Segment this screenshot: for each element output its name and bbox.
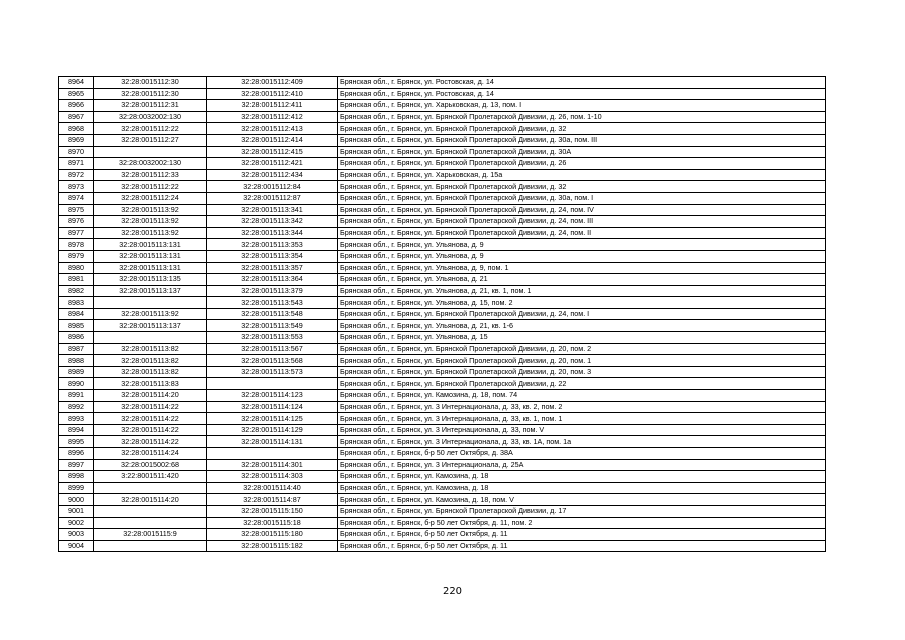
old-cadastral-number-cell: 32:28:0032002:130 [94, 111, 207, 123]
row-number-cell: 8991 [59, 390, 94, 402]
row-number-cell: 8967 [59, 111, 94, 123]
new-cadastral-number-cell: 32:28:0015115:180 [207, 529, 338, 541]
row-number-cell: 8970 [59, 146, 94, 158]
address-cell: Брянская обл., г. Брянск, ул. Харьковская, д. 13, пом. I [338, 100, 826, 112]
address-cell: Брянская обл., г. Брянск, ул. Брянской Пролетарской Дивизии, д. 24, пом. IV [338, 204, 826, 216]
new-cadastral-number-cell: 32:28:0015112:421 [207, 158, 338, 170]
old-cadastral-number-cell: 32:28:0015002:68 [94, 459, 207, 471]
address-cell: Брянская обл., г. Брянск, ул. 3 Интернационала, д. 33, пом. V [338, 424, 826, 436]
table-row [59, 285, 826, 297]
address-cell: Брянская обл., г. Брянск, б-р 50 лет Октября, д. 38А [338, 448, 826, 460]
address-cell: Брянская обл., г. Брянск, ул. Брянской Пролетарской Дивизии, д. 30а, пом. III [338, 134, 826, 146]
row-number-cell: 9000 [59, 494, 94, 506]
old-cadastral-number-cell [94, 540, 207, 552]
old-cadastral-number-cell: 32:28:0015113:82 [94, 366, 207, 378]
table-row [59, 274, 826, 286]
address-cell: Брянская обл., г. Брянск, ул. Ульянова, д. 15, пом. 2 [338, 297, 826, 309]
table-row [59, 308, 826, 320]
new-cadastral-number-cell: 32:28:0015114:131 [207, 436, 338, 448]
address-cell: Брянская обл., г. Брянск, ул. Брянской Пролетарской Дивизии, д. 24, пом. II [338, 227, 826, 239]
old-cadastral-number-cell: 32:28:0015113:83 [94, 378, 207, 390]
row-number-cell: 8969 [59, 134, 94, 146]
old-cadastral-number-cell: 32:28:0015114:20 [94, 494, 207, 506]
new-cadastral-number-cell: 32:28:0015112:415 [207, 146, 338, 158]
new-cadastral-number-cell: 32:28:0015114:40 [207, 482, 338, 494]
table-row [59, 505, 826, 517]
address-cell: Брянская обл., г. Брянск, ул. Брянской Пролетарской Дивизии, д. 22 [338, 378, 826, 390]
old-cadastral-number-cell: 32:28:0015114:22 [94, 401, 207, 413]
address-cell: Брянская обл., г. Брянск, ул. Ульянова, д. 9 [338, 250, 826, 262]
new-cadastral-number-cell: 32:28:0015113:567 [207, 343, 338, 355]
old-cadastral-number-cell: 32:28:0015115:9 [94, 529, 207, 541]
row-number-cell: 8983 [59, 297, 94, 309]
table-row [59, 401, 826, 413]
table-row [59, 100, 826, 112]
address-cell: Брянская обл., г. Брянск, ул. Брянской Пролетарской Дивизии, д. 26, пом. 1-10 [338, 111, 826, 123]
row-number-cell: 8997 [59, 459, 94, 471]
address-cell: Брянская обл., г. Брянск, ул. 3 Интернационала, д. 33, кв. 2, пом. 2 [338, 401, 826, 413]
old-cadastral-number-cell: 32:28:0015113:137 [94, 320, 207, 332]
new-cadastral-number-cell: 32:28:0015112:84 [207, 181, 338, 193]
old-cadastral-number-cell [94, 332, 207, 344]
new-cadastral-number-cell: 32:28:0015113:543 [207, 297, 338, 309]
old-cadastral-number-cell: 32:28:0015112:30 [94, 77, 207, 89]
old-cadastral-number-cell: 32:28:0015114:24 [94, 448, 207, 460]
row-number-cell: 8989 [59, 366, 94, 378]
new-cadastral-number-cell: 32:28:0015113:364 [207, 274, 338, 286]
address-cell: Брянская обл., г. Брянск, ул. Камозина, д. 18, пом. V [338, 494, 826, 506]
row-number-cell: 8975 [59, 204, 94, 216]
address-cell: Брянская обл., г. Брянск, ул. Ульянова, д. 9 [338, 239, 826, 251]
new-cadastral-number-cell: 32:28:0015113:549 [207, 320, 338, 332]
old-cadastral-number-cell: 32:28:0015113:92 [94, 227, 207, 239]
table-row [59, 540, 826, 552]
new-cadastral-number-cell: 32:28:0015114:129 [207, 424, 338, 436]
new-cadastral-number-cell: 32:28:0015113:573 [207, 366, 338, 378]
new-cadastral-number-cell: 32:28:0015112:409 [207, 77, 338, 89]
new-cadastral-number-cell: 32:28:0015112:412 [207, 111, 338, 123]
row-number-cell: 8981 [59, 274, 94, 286]
table-row [59, 355, 826, 367]
table-row [59, 77, 826, 89]
address-cell: Брянская обл., г. Брянск, ул. Ростовская, д. 14 [338, 77, 826, 89]
address-cell: Брянская обл., г. Брянск, б-р 50 лет Октября, д. 11 [338, 529, 826, 541]
table-row [59, 471, 826, 483]
row-number-cell: 8971 [59, 158, 94, 170]
new-cadastral-number-cell: 32:28:0015114:123 [207, 390, 338, 402]
row-number-cell: 8979 [59, 250, 94, 262]
new-cadastral-number-cell: 32:28:0015113:354 [207, 250, 338, 262]
row-number-cell: 8973 [59, 181, 94, 193]
new-cadastral-number-cell: 32:28:0015114:124 [207, 401, 338, 413]
old-cadastral-number-cell: 32:28:0015113:92 [94, 308, 207, 320]
table-row [59, 494, 826, 506]
property-registry-table [58, 76, 826, 552]
new-cadastral-number-cell: 32:28:0015113:379 [207, 285, 338, 297]
table-row [59, 517, 826, 529]
old-cadastral-number-cell: 32:28:0015112:33 [94, 169, 207, 181]
new-cadastral-number-cell: 32:28:0015113:342 [207, 216, 338, 228]
row-number-cell: 8996 [59, 448, 94, 460]
old-cadastral-number-cell [94, 482, 207, 494]
old-cadastral-number-cell: 32:28:0015113:92 [94, 204, 207, 216]
row-number-cell: 8994 [59, 424, 94, 436]
new-cadastral-number-cell: 32:28:0015112:411 [207, 100, 338, 112]
table-row [59, 459, 826, 471]
page-number: 220 [442, 586, 463, 597]
new-cadastral-number-cell: 32:28:0015112:87 [207, 192, 338, 204]
table-row [59, 146, 826, 158]
old-cadastral-number-cell: 32:28:0015112:27 [94, 134, 207, 146]
new-cadastral-number-cell: 32:28:0015113:548 [207, 308, 338, 320]
address-cell: Брянская обл., г. Брянск, б-р 50 лет Октября, д. 11 [338, 540, 826, 552]
old-cadastral-number-cell: 32:28:0015112:31 [94, 100, 207, 112]
new-cadastral-number-cell: 32:28:0015113:357 [207, 262, 338, 274]
address-cell: Брянская обл., г. Брянск, ул. Ростовская, д. 14 [338, 88, 826, 100]
new-cadastral-number-cell: 32:28:0015113:341 [207, 204, 338, 216]
old-cadastral-number-cell: 32:28:0015113:131 [94, 262, 207, 274]
table-row [59, 262, 826, 274]
row-number-cell: 8984 [59, 308, 94, 320]
table-row [59, 448, 826, 460]
row-number-cell: 8972 [59, 169, 94, 181]
address-cell: Брянская обл., г. Брянск, ул. Брянской Пролетарской Дивизии, д. 30А [338, 146, 826, 158]
old-cadastral-number-cell: 32:28:0015113:131 [94, 239, 207, 251]
table-row [59, 413, 826, 425]
table-row [59, 111, 826, 123]
address-cell: Брянская обл., г. Брянск, ул. Брянской Пролетарской Дивизии, д. 20, пом. 2 [338, 343, 826, 355]
new-cadastral-number-cell: 32:28:0015114:303 [207, 471, 338, 483]
row-number-cell: 9001 [59, 505, 94, 517]
new-cadastral-number-cell: 32:28:0015114:301 [207, 459, 338, 471]
address-cell: Брянская обл., г. Брянск, ул. Ульянова, д. 21, кв. 1-6 [338, 320, 826, 332]
table-row [59, 123, 826, 135]
old-cadastral-number-cell: 32:28:0015114:22 [94, 436, 207, 448]
address-cell: Брянская обл., г. Брянск, ул. Камозина, д. 18, пом. 74 [338, 390, 826, 402]
new-cadastral-number-cell: 32:28:0015115:18 [207, 517, 338, 529]
table-row [59, 436, 826, 448]
table-row [59, 297, 826, 309]
table-row [59, 88, 826, 100]
row-number-cell: 8988 [59, 355, 94, 367]
row-number-cell: 9004 [59, 540, 94, 552]
address-cell: Брянская обл., г. Брянск, ул. Брянской Пролетарской Дивизии, д. 30а, пом. I [338, 192, 826, 204]
row-number-cell: 9003 [59, 529, 94, 541]
row-number-cell: 8966 [59, 100, 94, 112]
row-number-cell: 8976 [59, 216, 94, 228]
table-row [59, 216, 826, 228]
address-cell: Брянская обл., г. Брянск, ул. Ульянова, д. 9, пом. 1 [338, 262, 826, 274]
row-number-cell: 8964 [59, 77, 94, 89]
old-cadastral-number-cell: 32:28:0015113:137 [94, 285, 207, 297]
address-cell: Брянская обл., г. Брянск, ул. Брянской Пролетарской Дивизии, д. 32 [338, 181, 826, 193]
old-cadastral-number-cell [94, 146, 207, 158]
new-cadastral-number-cell: 32:28:0015113:353 [207, 239, 338, 251]
table-row [59, 169, 826, 181]
old-cadastral-number-cell: 32:28:0015113:92 [94, 216, 207, 228]
table-row [59, 332, 826, 344]
table-row [59, 529, 826, 541]
new-cadastral-number-cell: 32:28:0015113:553 [207, 332, 338, 344]
address-cell: Брянская обл., г. Брянск, ул. Брянской Пролетарской Дивизии, д. 20, пом. 1 [338, 355, 826, 367]
address-cell: Брянская обл., г. Брянск, ул. Ульянова, д. 21, кв. 1, пом. 1 [338, 285, 826, 297]
table-row [59, 158, 826, 170]
table-row [59, 239, 826, 251]
table-row [59, 134, 826, 146]
row-number-cell: 8998 [59, 471, 94, 483]
new-cadastral-number-cell [207, 378, 338, 390]
new-cadastral-number-cell: 32:28:0015114:87 [207, 494, 338, 506]
new-cadastral-number-cell: 32:28:0015115:150 [207, 505, 338, 517]
address-cell: Брянская обл., г. Брянск, ул. Ульянова, д. 21 [338, 274, 826, 286]
old-cadastral-number-cell: 32:28:0015112:30 [94, 88, 207, 100]
address-cell: Брянская обл., г. Брянск, ул. Брянской Пролетарской Дивизии, д. 17 [338, 505, 826, 517]
table-row [59, 181, 826, 193]
old-cadastral-number-cell: 32:28:0015112:24 [94, 192, 207, 204]
new-cadastral-number-cell: 32:28:0015112:414 [207, 134, 338, 146]
table-row [59, 343, 826, 355]
old-cadastral-number-cell: 32:28:0015113:135 [94, 274, 207, 286]
old-cadastral-number-cell: 3:22:8001511:420 [94, 471, 207, 483]
address-cell: Брянская обл., г. Брянск, ул. Брянской Пролетарской Дивизии, д. 24, пом. I [338, 308, 826, 320]
table-row [59, 378, 826, 390]
old-cadastral-number-cell: 32:28:0015114:22 [94, 413, 207, 425]
table-row [59, 482, 826, 494]
table-row [59, 424, 826, 436]
row-number-cell: 8999 [59, 482, 94, 494]
new-cadastral-number-cell: 32:28:0015113:344 [207, 227, 338, 239]
row-number-cell: 8965 [59, 88, 94, 100]
old-cadastral-number-cell: 32:28:0015112:22 [94, 123, 207, 135]
row-number-cell: 8995 [59, 436, 94, 448]
new-cadastral-number-cell: 32:28:0015112:410 [207, 88, 338, 100]
new-cadastral-number-cell [207, 448, 338, 460]
address-cell: Брянская обл., г. Брянск, ул. Харьковская, д. 15а [338, 169, 826, 181]
old-cadastral-number-cell [94, 517, 207, 529]
table-row [59, 192, 826, 204]
row-number-cell: 8980 [59, 262, 94, 274]
row-number-cell: 8977 [59, 227, 94, 239]
address-cell: Брянская обл., г. Брянск, ул. Ульянова, д. 15 [338, 332, 826, 344]
table-row [59, 204, 826, 216]
row-number-cell: 8978 [59, 239, 94, 251]
address-cell: Брянская обл., г. Брянск, б-р 50 лет Октября, д. 11, пом. 2 [338, 517, 826, 529]
old-cadastral-number-cell: 32:28:0015112:22 [94, 181, 207, 193]
address-cell: Брянская обл., г. Брянск, ул. 3 Интернационала, д. 33, кв. 1А, пом. 1а [338, 436, 826, 448]
table-row [59, 320, 826, 332]
row-number-cell: 8987 [59, 343, 94, 355]
row-number-cell: 8985 [59, 320, 94, 332]
new-cadastral-number-cell: 32:28:0015112:434 [207, 169, 338, 181]
new-cadastral-number-cell: 32:28:0015115:182 [207, 540, 338, 552]
address-cell: Брянская обл., г. Брянск, ул. Брянской Пролетарской Дивизии, д. 24, пом. III [338, 216, 826, 228]
address-cell: Брянская обл., г. Брянск, ул. Брянской Пролетарской Дивизии, д. 32 [338, 123, 826, 135]
table-row [59, 366, 826, 378]
address-cell: Брянская обл., г. Брянск, ул. Камозина, д. 18 [338, 471, 826, 483]
old-cadastral-number-cell: 32:28:0015113:82 [94, 343, 207, 355]
row-number-cell: 8993 [59, 413, 94, 425]
address-cell: Брянская обл., г. Брянск, ул. 3 Интернационала, д. 33, кв. 1, пом. 1 [338, 413, 826, 425]
row-number-cell: 8990 [59, 378, 94, 390]
old-cadastral-number-cell: 32:28:0015113:131 [94, 250, 207, 262]
address-cell: Брянская обл., г. Брянск, ул. Брянской Пролетарской Дивизии, д. 26 [338, 158, 826, 170]
row-number-cell: 8992 [59, 401, 94, 413]
row-number-cell: 8982 [59, 285, 94, 297]
table-body [59, 77, 826, 552]
old-cadastral-number-cell: 32:28:0015114:22 [94, 424, 207, 436]
table-row [59, 390, 826, 402]
row-number-cell: 8986 [59, 332, 94, 344]
row-number-cell: 9002 [59, 517, 94, 529]
old-cadastral-number-cell [94, 505, 207, 517]
address-cell: Брянская обл., г. Брянск, ул. 3 Интернационала, д. 25А [338, 459, 826, 471]
old-cadastral-number-cell: 32:28:0015113:82 [94, 355, 207, 367]
row-number-cell: 8968 [59, 123, 94, 135]
address-cell: Брянская обл., г. Брянск, ул. Брянской Пролетарской Дивизии, д. 20, пом. 3 [338, 366, 826, 378]
new-cadastral-number-cell: 32:28:0015112:413 [207, 123, 338, 135]
table-row [59, 250, 826, 262]
old-cadastral-number-cell: 32:28:0015114:20 [94, 390, 207, 402]
row-number-cell: 8974 [59, 192, 94, 204]
old-cadastral-number-cell: 32:28:0032002:130 [94, 158, 207, 170]
address-cell: Брянская обл., г. Брянск, ул. Камозина, д. 18 [338, 482, 826, 494]
table-row [59, 227, 826, 239]
old-cadastral-number-cell [94, 297, 207, 309]
new-cadastral-number-cell: 32:28:0015114:125 [207, 413, 338, 425]
new-cadastral-number-cell: 32:28:0015113:568 [207, 355, 338, 367]
